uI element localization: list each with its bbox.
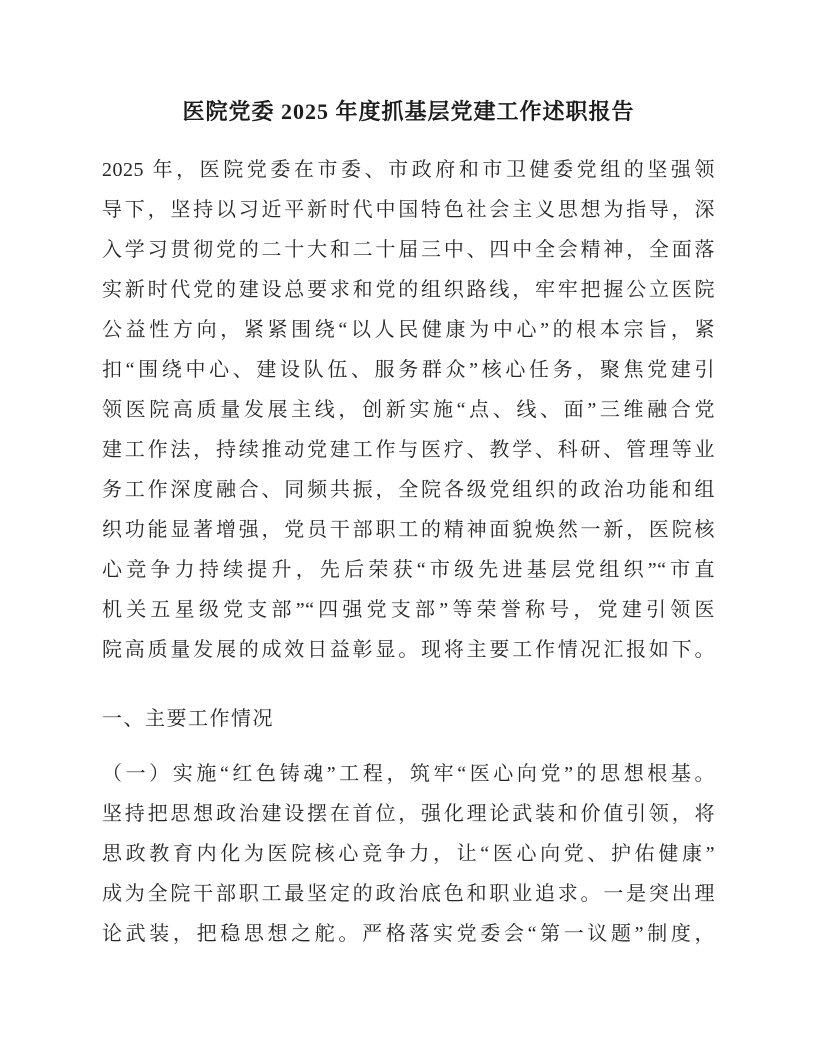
text-line: 心竞争力持续提升，先后荣获“市级先进基层党组织”“市直 — [102, 559, 715, 581]
text-line: 思政教育内化为医院核心竞争力，让“医心向党、护佑健康” — [102, 843, 715, 865]
document-content — [102, 92, 715, 954]
text-line: 务工作深度融合、同频共振，全院各级党组织的政治功能和组 — [102, 479, 715, 501]
text-line: 入学习贯彻党的二十大和二十届三中、四中全会精神，全面落 — [102, 239, 715, 261]
text-line: 领医院高质量发展主线，创新实施“点、线、面”三维融合党 — [102, 399, 715, 421]
text-line: 扣“围绕中心、建设队伍、服务群众”核心任务，聚焦党建引 — [102, 359, 715, 381]
text-line: （一）实施“红色铸魂”工程，筑牢“医心向党”的思想根基。 — [102, 763, 715, 785]
text-line: 2025 年，医院党委在市委、市政府和市卫健委党组的坚强领 — [102, 159, 715, 181]
section-heading: 一、主要工作情况 — [102, 708, 274, 730]
text-line: 导下，坚持以习近平新时代中国特色社会主义思想为指导，深 — [102, 199, 715, 221]
text-line: 建工作法，持续推动党建工作与医疗、教学、科研、管理等业 — [102, 439, 715, 461]
text-line: 公益性方向，紧紧围绕“以人民健康为中心”的根本宗旨，紧 — [102, 319, 715, 341]
text-line: 成为全院干部职工最坚定的政治底色和职业追求。一是突出理 — [102, 883, 715, 905]
text-line: 实新时代党的建设总要求和党的组织路线，牢牢把握公立医院 — [102, 279, 715, 301]
section-one-paragraph — [102, 754, 715, 954]
text-line: 坚持把思想政治建设摆在首位，强化理论武装和价值引领，将 — [102, 803, 715, 825]
text-line: 院高质量发展的成效日益彰显。现将主要工作情况汇报如下。 — [102, 639, 715, 661]
text-line: 论武装，把稳思想之舵。严格落实党委会“第一议题”制度， — [102, 923, 715, 945]
text-line: 机关五星级党支部”“四强党支部”等荣誉称号，党建引领医 — [102, 599, 715, 621]
text-line: 织功能显著增强，党员干部职工的精神面貌焕然一新，医院核 — [102, 519, 715, 541]
document-title: 医院党委 2025 年度抓基层党建工作述职报告 — [182, 99, 635, 124]
intro-paragraph — [102, 150, 715, 670]
